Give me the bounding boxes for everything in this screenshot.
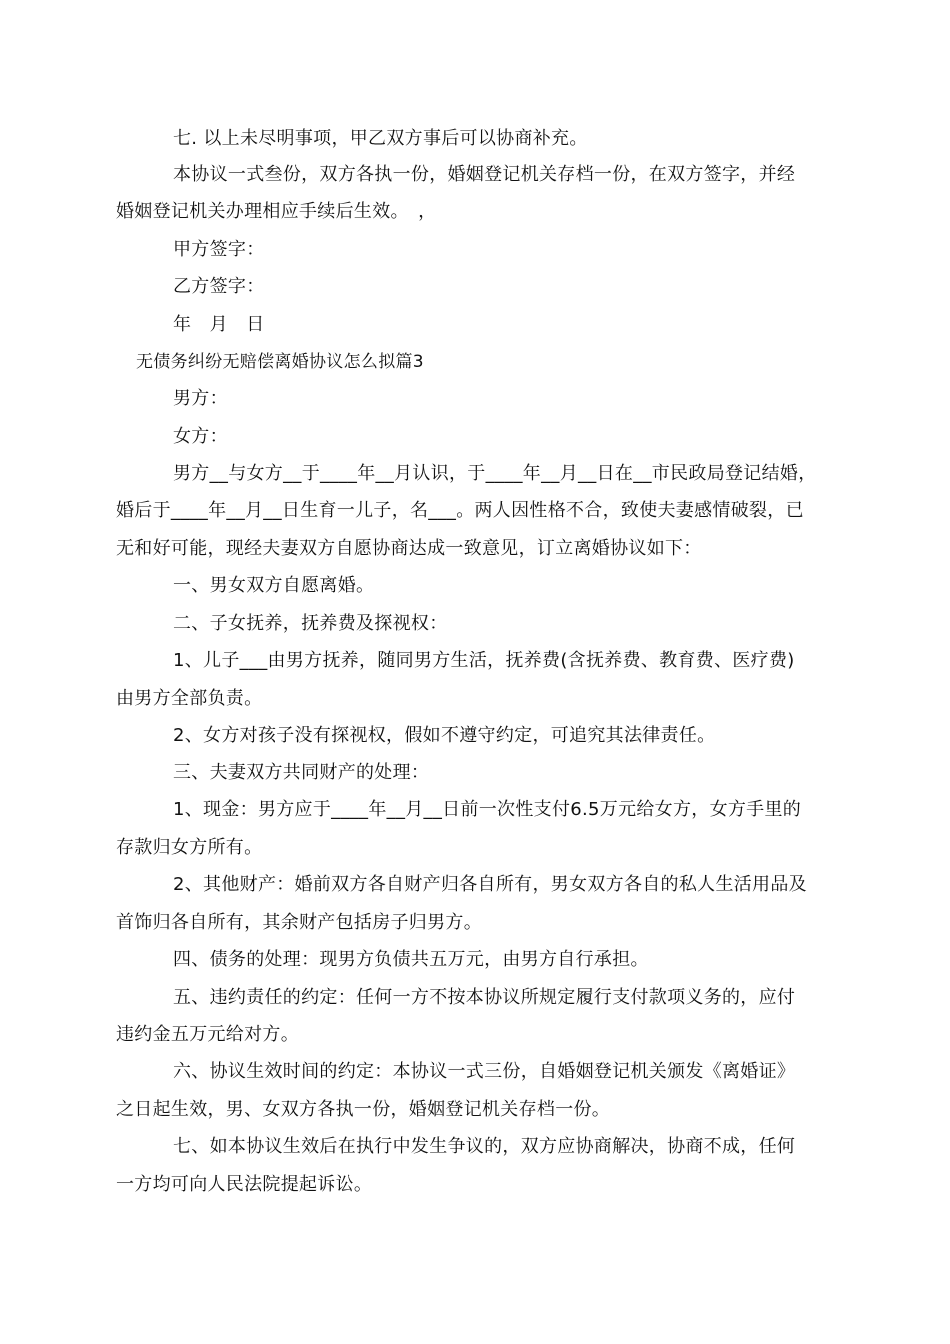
article-six-line-2: 之日起生效，男、女双方各执一份，婚姻登记机关存档一份。 (116, 1099, 611, 1120)
intro-paragraph-line-2: 婚后于____年__月__日生育一儿子，名___。两人因性格不合，致使夫妻感情破裂，已 (116, 500, 804, 521)
female-party-label: 女方： (173, 426, 228, 447)
intro-paragraph-line-3: 无和好可能，现经夫妻双方自愿协商达成一致意见，订立离婚协议如下： (116, 538, 702, 559)
article-seven-line-2: 一方均可向人民法院提起诉讼。 (116, 1174, 373, 1195)
custody-item-2: 2、女方对孩子没有探视权，假如不遵守约定，可追究其法律责任。 (173, 725, 716, 746)
article-seven-line-1: 七、如本协议生效后在执行中发生争议的，双方应协商解决，协商不成，任何 (173, 1136, 796, 1157)
copies-paragraph-line-1: 本协议一式叁份，双方各执一份，婚姻登记机关存档一份，在双方签字，并经 (173, 164, 796, 185)
article-four: 四、债务的处理：现男方负债共五万元，由男方自行承担。 (173, 949, 649, 970)
article-three-heading: 三、夫妻双方共同财产的处理： (173, 762, 430, 783)
party-a-signature-label: 甲方签字： (173, 239, 265, 260)
property-item-2-line-1: 2、其他财产：婚前双方各自财产归各自所有，男女双方各自的私人生活用品及 (173, 874, 807, 895)
article-five-line-2: 违约金五万元给对方。 (116, 1024, 299, 1045)
article-six-line-1: 六、协议生效时间的约定：本协议一式三份，自婚姻登记机关颁发《离婚证》 (173, 1061, 796, 1082)
clause-seven-supplement: 七. 以上未尽明事项，甲乙双方事后可以协商补充。 (173, 128, 588, 149)
section-heading: 无债务纠纷无赔偿离婚协议怎么拟篇3 (136, 352, 424, 372)
party-b-signature-label: 乙方签字： (173, 276, 265, 297)
property-item-1-line-2: 存款归女方所有。 (116, 837, 263, 858)
article-five-line-1: 五、违约责任的约定：任何一方不按本协议所规定履行支付款项义务的，应付 (173, 987, 796, 1008)
copies-paragraph-line-2: 婚姻登记机关办理相应手续后生效。 ， (116, 201, 437, 222)
custody-item-1-line-2: 由男方全部负责。 (116, 688, 263, 709)
article-two-heading: 二、子女抚养，抚养费及探视权： (173, 613, 448, 634)
intro-paragraph-line-1: 男方__与女方__于____年__月认识，于____年__月__日在__市民政局登记结婚， (173, 463, 817, 484)
date-label: 年 月 日 (173, 314, 265, 335)
article-one: 一、男女双方自愿离婚。 (173, 575, 375, 596)
property-item-1-line-1: 1、现金：男方应于____年__月__日前一次性支付6.5万元给女方，女方手里的 (173, 799, 802, 820)
property-item-2-line-2: 首饰归各自所有，其余财产包括房子归男方。 (116, 912, 482, 933)
male-party-label: 男方： (173, 388, 228, 409)
custody-item-1-line-1: 1、儿子___由男方抚养，随同男方生活，抚养费(含抚养费、教育费、医疗费) (173, 650, 795, 671)
